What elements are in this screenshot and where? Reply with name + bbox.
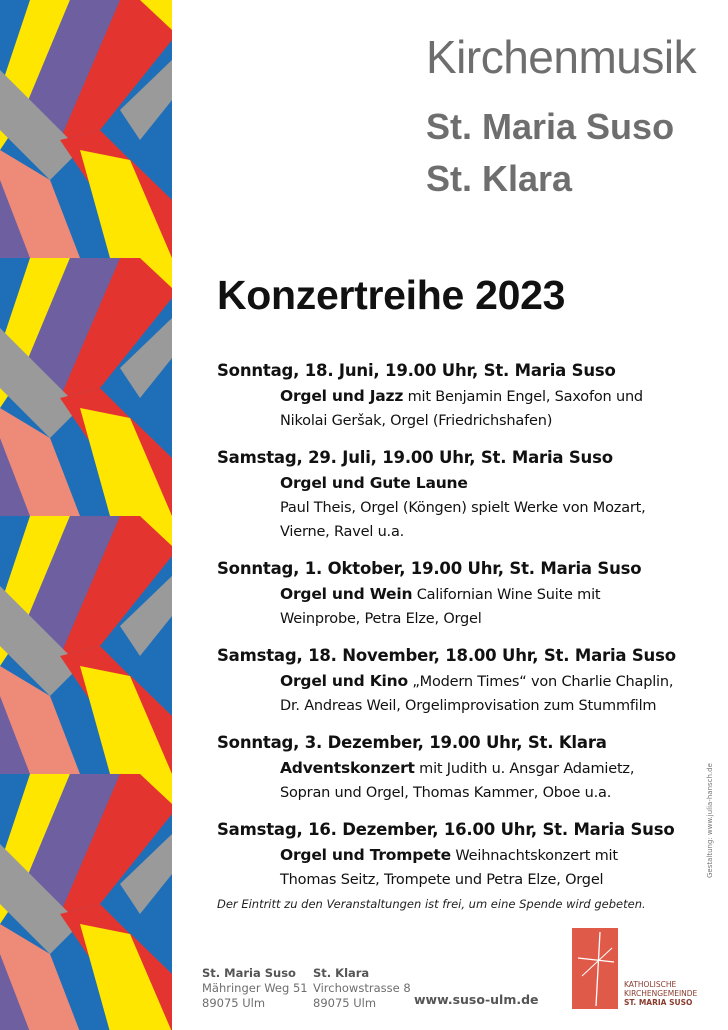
address-city: 89075 Ulm xyxy=(202,996,266,1010)
event-text: Nikolai Geršak, Orgel (Friedrichshafen) xyxy=(280,413,553,429)
address-name: St. Klara xyxy=(313,966,370,980)
website-link[interactable]: www.suso-ulm.de xyxy=(414,992,539,1007)
design-credit: Gestaltung: www.julia-hansch.de xyxy=(706,763,714,878)
admission-note: Der Eintritt zu den Veranstaltungen ist frei, um eine Spende wird gebeten. xyxy=(217,897,646,911)
event-text: Weihnachtskonzert mit xyxy=(450,848,618,864)
event-highlight: Orgel und Kino xyxy=(280,672,408,690)
event-heading: Samstag, 16. Dezember, 16.00 Uhr, St. Maria Suso xyxy=(217,820,675,839)
decorative-pattern xyxy=(0,0,172,1030)
event-item xyxy=(217,556,707,631)
event-highlight: Orgel und Trompete xyxy=(280,846,451,864)
event-item xyxy=(217,643,707,718)
address-street: Mähringer Weg 51 xyxy=(202,981,308,995)
event-text: Dr. Andreas Weil, Orgelimprovisation zum Stummfilm xyxy=(280,698,657,714)
event-text: Thomas Seitz, Trompete und Petra Elze, Orgel xyxy=(280,872,604,888)
event-heading: Sonntag, 3. Dezember, 19.00 Uhr, St. Klara xyxy=(217,733,607,752)
event-description xyxy=(280,756,707,805)
header-st-klara: St. Klara xyxy=(426,158,573,199)
event-item xyxy=(217,730,707,805)
event-text: Californian Wine Suite mit xyxy=(412,587,601,603)
event-text: Vierne, Ravel u.a. xyxy=(280,524,405,540)
event-list xyxy=(217,358,707,904)
event-heading: Sonntag, 1. Oktober, 19.00 Uhr, St. Maria Suso xyxy=(217,559,642,578)
event-text: mit Judith u. Ansgar Adamietz, xyxy=(414,761,635,777)
event-description xyxy=(280,843,707,892)
address-st-klara xyxy=(313,966,411,1011)
event-text: mit Benjamin Engel, Saxofon und xyxy=(403,389,643,405)
address-st-maria-suso xyxy=(202,966,308,1011)
address-name: St. Maria Suso xyxy=(202,966,296,980)
event-text: Weinprobe, Petra Elze, Orgel xyxy=(280,611,482,627)
event-highlight: Orgel und Jazz xyxy=(280,387,404,405)
event-description xyxy=(280,384,707,433)
header-st-maria-suso: St. Maria Suso xyxy=(426,106,675,147)
event-heading: Samstag, 29. Juli, 19.00 Uhr, St. Maria Suso xyxy=(217,448,613,467)
address-street: Virchowstrasse 8 xyxy=(313,981,411,995)
event-highlight: Orgel und Gute Laune xyxy=(280,474,468,492)
church-logo-icon xyxy=(572,928,618,1009)
header-kirchenmusik: Kirchenmusik xyxy=(426,31,697,83)
event-text: Paul Theis, Orgel (Köngen) spielt Werke von Mozart, xyxy=(280,500,646,516)
event-text: „Modern Times“ von Charlie Chaplin, xyxy=(407,674,674,690)
event-description xyxy=(280,669,707,718)
event-description xyxy=(280,582,707,631)
event-item xyxy=(217,445,707,544)
event-heading: Sonntag, 18. Juni, 19.00 Uhr, St. Maria Suso xyxy=(217,361,616,380)
event-item xyxy=(217,817,707,892)
page-title: Konzertreihe 2023 xyxy=(217,272,566,318)
event-heading: Samstag, 18. November, 18.00 Uhr, St. Maria Suso xyxy=(217,646,676,665)
event-item xyxy=(217,358,707,433)
logo-caption: KATHOLISCHE KIRCHENGEMEINDE ST. MARIA SUSO xyxy=(624,980,698,1007)
address-city: 89075 Ulm xyxy=(313,996,377,1010)
event-highlight: Adventskonzert xyxy=(280,759,415,777)
event-description xyxy=(280,471,707,544)
event-highlight: Orgel und Wein xyxy=(280,585,413,603)
event-text: Sopran und Orgel, Thomas Kammer, Oboe u.a. xyxy=(280,785,612,801)
